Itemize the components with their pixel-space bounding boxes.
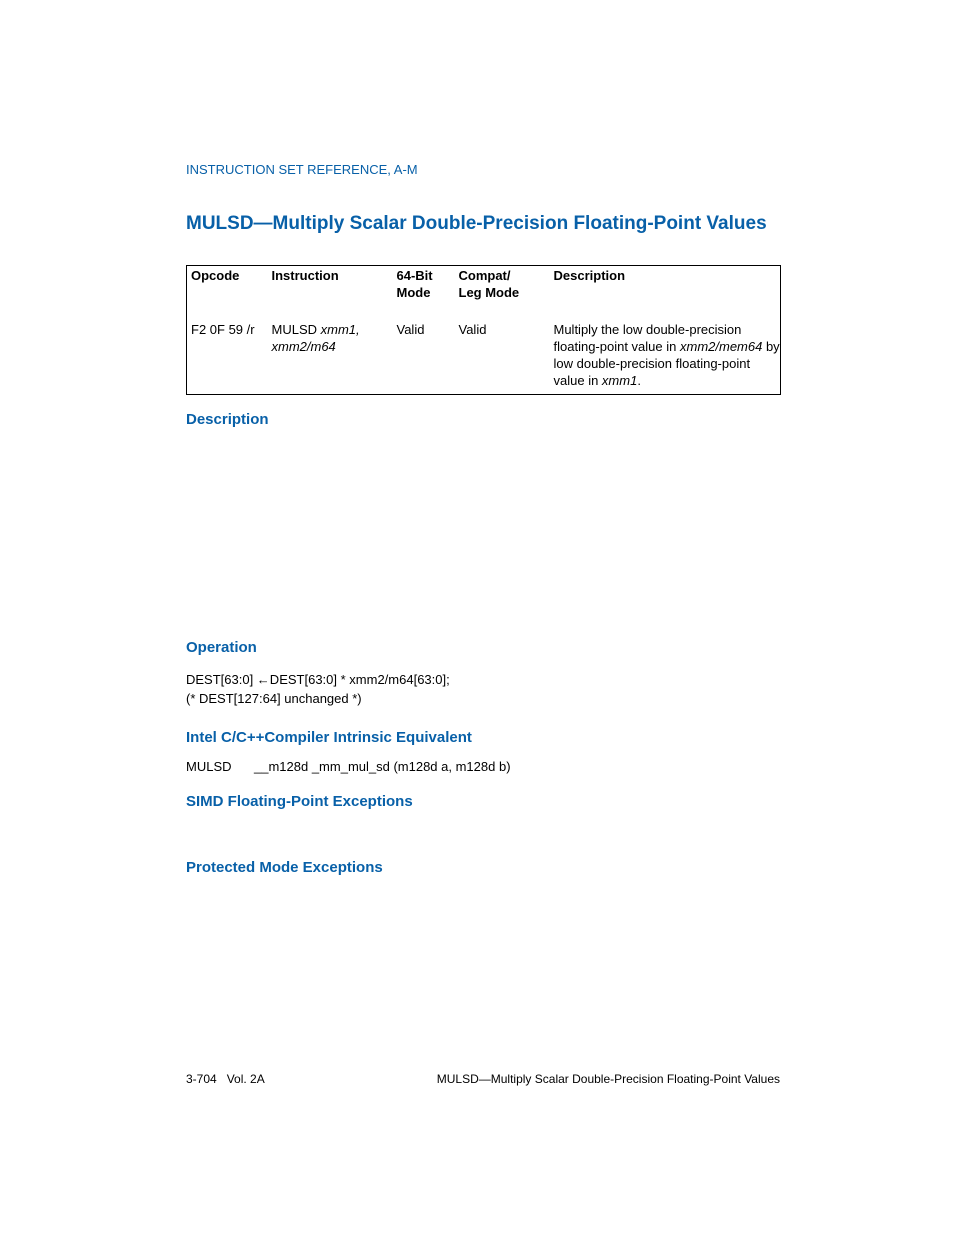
col-header-compat: Compat/ Leg Mode	[458, 268, 520, 300]
cell-description: Multiply the low double-precision floating-point value in xmm2/mem64 by low double-precision floating-point value in xmm1.	[553, 322, 780, 388]
intrinsic-signature: __m128d _mm_mul_sd (m128d a, m128d b)	[254, 759, 511, 774]
opcode-table	[186, 265, 781, 395]
cell-compat: Valid	[458, 322, 487, 337]
page-title: MULSD—Multiply Scalar Double-Precision Floating-Point Values	[186, 213, 767, 234]
table-header-row	[187, 266, 781, 302]
col-header-instruction: Instruction	[271, 268, 339, 283]
section-heading-description: Description	[186, 411, 269, 428]
operation-line-1: DEST[63:0] ←DEST[63:0] * xmm2/m64[63:0];	[186, 672, 450, 687]
footer-title: MULSD—Multiply Scalar Double-Precision Floating-Point Values	[436, 1072, 780, 1086]
operation-line-2: (* DEST[127:64] unchanged *)	[186, 691, 362, 706]
cell-opcode: F2 0F 59 /r	[191, 322, 255, 337]
section-heading-protected-mode: Protected Mode Exceptions	[186, 859, 383, 876]
table-row	[187, 301, 781, 395]
section-heading-operation: Operation	[186, 639, 257, 656]
cell-64bit: Valid	[396, 322, 425, 337]
intrinsic-mnemonic: MULSD	[186, 759, 232, 774]
section-heading-intrinsic: Intel C/C++Compiler Intrinsic Equivalent	[186, 729, 472, 746]
col-header-description: Description	[553, 268, 626, 283]
cell-instruction: MULSD xmm1, xmm2/m64	[271, 322, 360, 354]
section-heading-simd-exceptions: SIMD Floating-Point Exceptions	[186, 793, 413, 810]
running-header: INSTRUCTION SET REFERENCE, A-M	[186, 162, 418, 177]
col-header-64bit: 64-Bit Mode	[396, 268, 433, 300]
footer-page-number: 3-704 Vol. 2A	[186, 1072, 265, 1086]
operation-code	[186, 670, 450, 708]
col-header-opcode: Opcode	[191, 268, 240, 283]
